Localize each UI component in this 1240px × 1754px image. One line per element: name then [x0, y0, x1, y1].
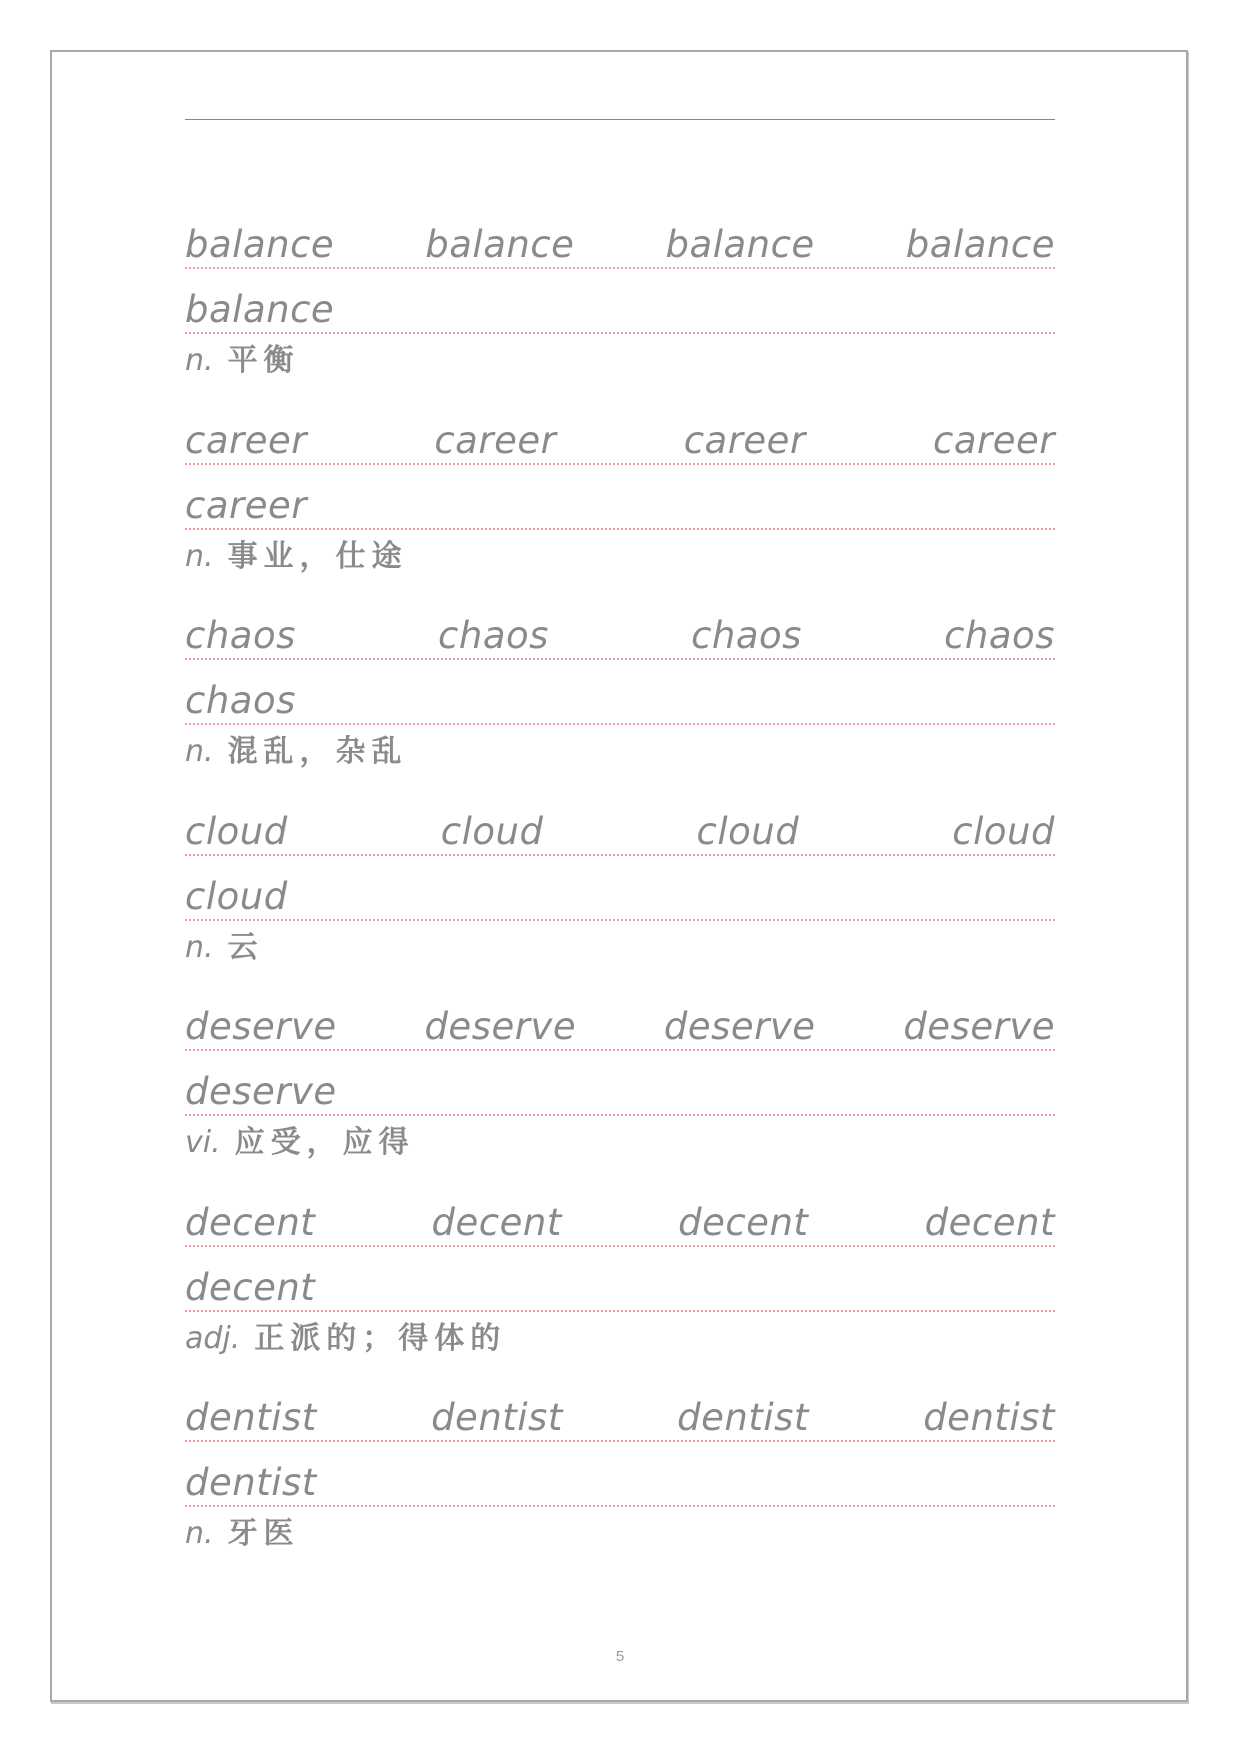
word-definition [185, 335, 300, 379]
practice-word: deserve [185, 1070, 337, 1113]
practice-word: chaos [185, 679, 296, 722]
practice-word: career [185, 418, 307, 462]
practice-row [185, 602, 1055, 660]
chinese-meaning: 云 [227, 929, 264, 965]
practice-word: cloud [696, 809, 800, 853]
part-of-speech: n. [185, 538, 214, 574]
header-rule [185, 119, 1055, 120]
practice-word: career [933, 418, 1055, 462]
practice-row [185, 1384, 1055, 1442]
practice-word: chaos [185, 614, 296, 657]
practice-word: dentist [185, 1396, 317, 1439]
practice-word: decent [924, 1200, 1055, 1244]
practice-word: balance [425, 223, 575, 266]
practice-word: chaos [691, 614, 802, 657]
chinese-meaning: 牙医 [227, 1516, 300, 1551]
word-definition [185, 1117, 415, 1161]
practice-row [185, 798, 1055, 856]
word-definition [185, 726, 408, 770]
practice-word: deserve [663, 1005, 816, 1048]
part-of-speech: n. [185, 343, 214, 378]
practice-word: dentist [677, 1396, 809, 1439]
practice-word: dentist [923, 1396, 1055, 1439]
practice-word: decent [185, 1265, 316, 1309]
practice-word: chaos [944, 614, 1055, 657]
practice-word: deserve [903, 1005, 1055, 1048]
page-number: 5 [615, 1648, 625, 1665]
practice-row [185, 863, 1055, 921]
chinese-meaning: 混乱，杂乱 [227, 734, 408, 769]
practice-word: cloud [952, 809, 1055, 853]
word-definition [185, 922, 264, 966]
practice-word: career [185, 483, 307, 527]
practice-row [185, 1189, 1055, 1247]
practice-word: dentist [431, 1396, 563, 1439]
practice-word: career [434, 418, 557, 462]
practice-word: balance [185, 288, 335, 331]
practice-word: balance [185, 223, 335, 266]
practice-word: deserve [185, 1005, 337, 1048]
chinese-meaning: 正派的；得体的 [254, 1320, 507, 1356]
practice-word: career [683, 418, 806, 462]
practice-row [185, 667, 1055, 725]
part-of-speech: vi. [185, 1125, 221, 1160]
practice-word: chaos [438, 614, 549, 657]
part-of-speech: adj. [185, 1320, 241, 1356]
part-of-speech: n. [185, 929, 214, 965]
practice-row [185, 1254, 1055, 1312]
practice-row [185, 1449, 1055, 1507]
practice-word: dentist [185, 1461, 317, 1504]
practice-word: decent [678, 1200, 809, 1244]
word-definition [185, 531, 408, 575]
word-definition [185, 1313, 506, 1357]
practice-word: cloud [185, 809, 288, 853]
practice-row [185, 407, 1055, 465]
practice-word: balance [665, 223, 815, 266]
chinese-meaning: 平衡 [227, 343, 300, 378]
practice-word: balance [905, 223, 1055, 266]
part-of-speech: n. [185, 1516, 214, 1551]
word-definition [185, 1508, 300, 1552]
practice-word: deserve [424, 1005, 577, 1048]
practice-row [185, 211, 1055, 269]
chinese-meaning: 事业，仕途 [227, 538, 408, 574]
part-of-speech: n. [185, 734, 214, 769]
practice-row [185, 1058, 1055, 1116]
practice-word: cloud [185, 874, 288, 918]
practice-word: decent [431, 1200, 562, 1244]
practice-word: decent [185, 1200, 316, 1244]
chinese-meaning: 应受，应得 [234, 1125, 415, 1160]
practice-row [185, 472, 1055, 530]
practice-row [185, 276, 1055, 334]
practice-row [185, 993, 1055, 1051]
practice-word: cloud [440, 809, 544, 853]
